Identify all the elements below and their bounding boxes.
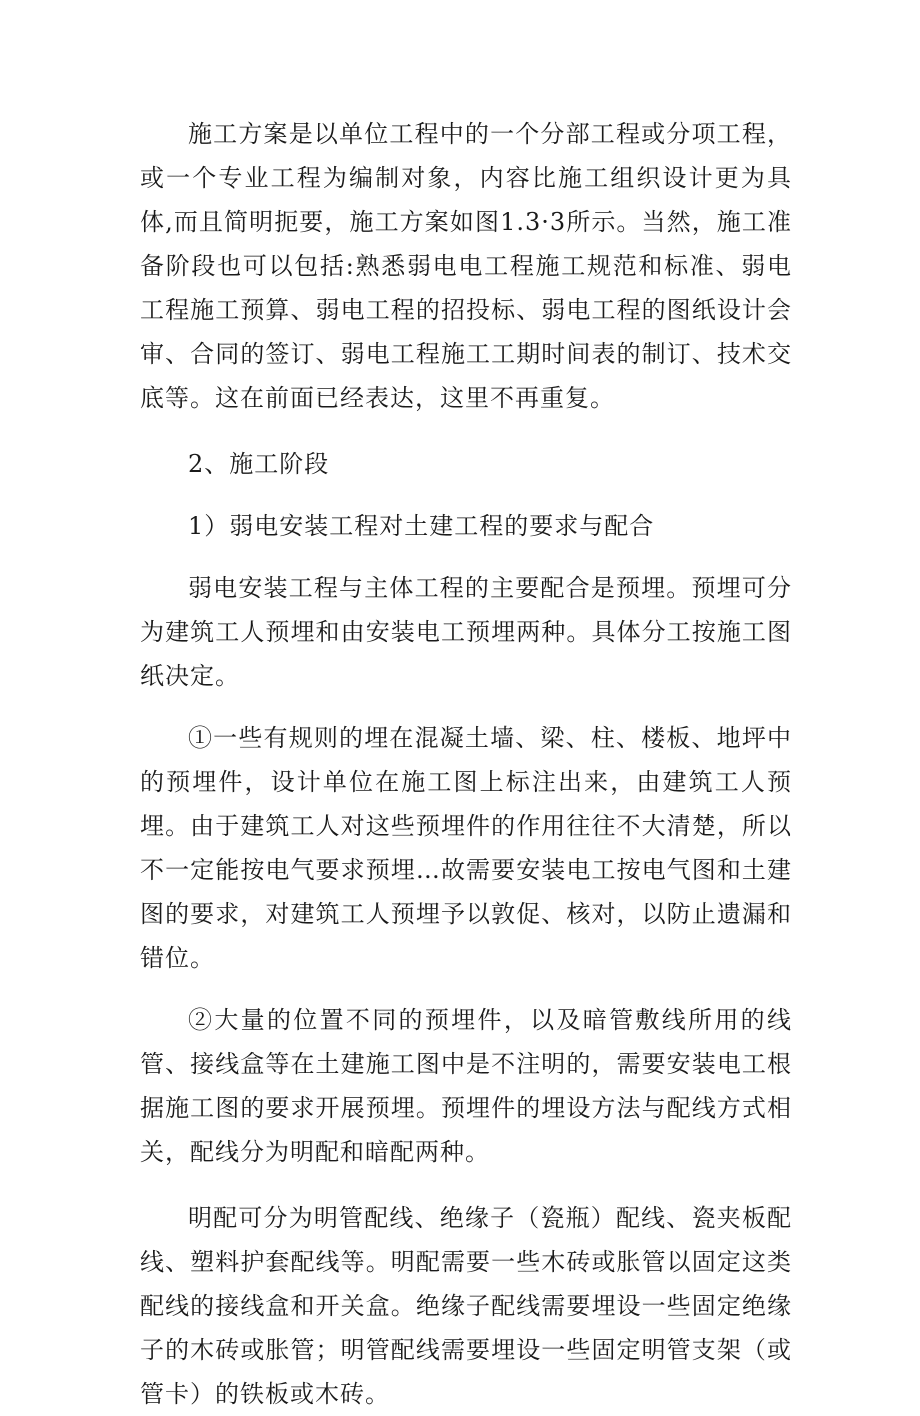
paragraph-construction-plan: 施工方案是以单位工程中的一个分部工程或分项工程，或一个专业工程为编制对象，内容比施工组织设计更为具体,而且简明扼要，施工方案如图1.3·3所示。当然，施工准备阶段也可以包括:熟悉弱电电工程施工规范和标准、弱电工程施工预算、弱电工程的招投标、弱电工程的图纸设计会审、合同的签订、弱电工程施工工期时间表的制订、技术交底等。这在前面已经表达，这里不再重复。 [140, 120, 792, 412]
document-body [140, 112, 792, 1416]
paragraph-item-2: ②大量的位置不同的预埋件，以及暗管敷线所用的线管、接线盒等在土建施工图中是不注明的，需要安装电工根据施工图的要求开展预埋。预埋件的埋设方法与配线方式相关，配线分为明配和暗配两种。 [140, 1006, 792, 1166]
subsection-heading-civil-requirements: 1）弱电安装工程对土建工程的要求与配合 [188, 512, 655, 540]
paragraph-embedding-overview: 弱电安装工程与主体工程的主要配合是预埋。预埋可分为建筑工人预埋和由安装电工预埋两种。具体分工按施工图纸决定。 [140, 574, 792, 690]
paragraph-item-1: ①一些有规则的埋在混凝土墙、梁、柱、楼板、地坪中的预埋件，设计单位在施工图上标注出来，由建筑工人预埋。由于建筑工人对这些预埋件的作用往往不大清楚，所以不一定能按电气要求预埋…故需要安装电工按电气图和土建图的要求，对建筑工人预埋予以敦促、核对，以防止遗漏和错位。 [140, 724, 792, 972]
section-heading-construction-stage: 2、施工阶段 [188, 450, 330, 478]
paragraph-open-wiring: 明配可分为明管配线、绝缘子（瓷瓶）配线、瓷夹板配线、塑料护套配线等。明配需要一些木砖或胀管以固定这类配线的接线盒和开关盒。绝缘子配线需要埋设一些固定绝缘子的木砖或胀管；明管配线需要埋设一些固定明管支架（或管卡）的铁板或木砖。 [140, 1204, 792, 1408]
